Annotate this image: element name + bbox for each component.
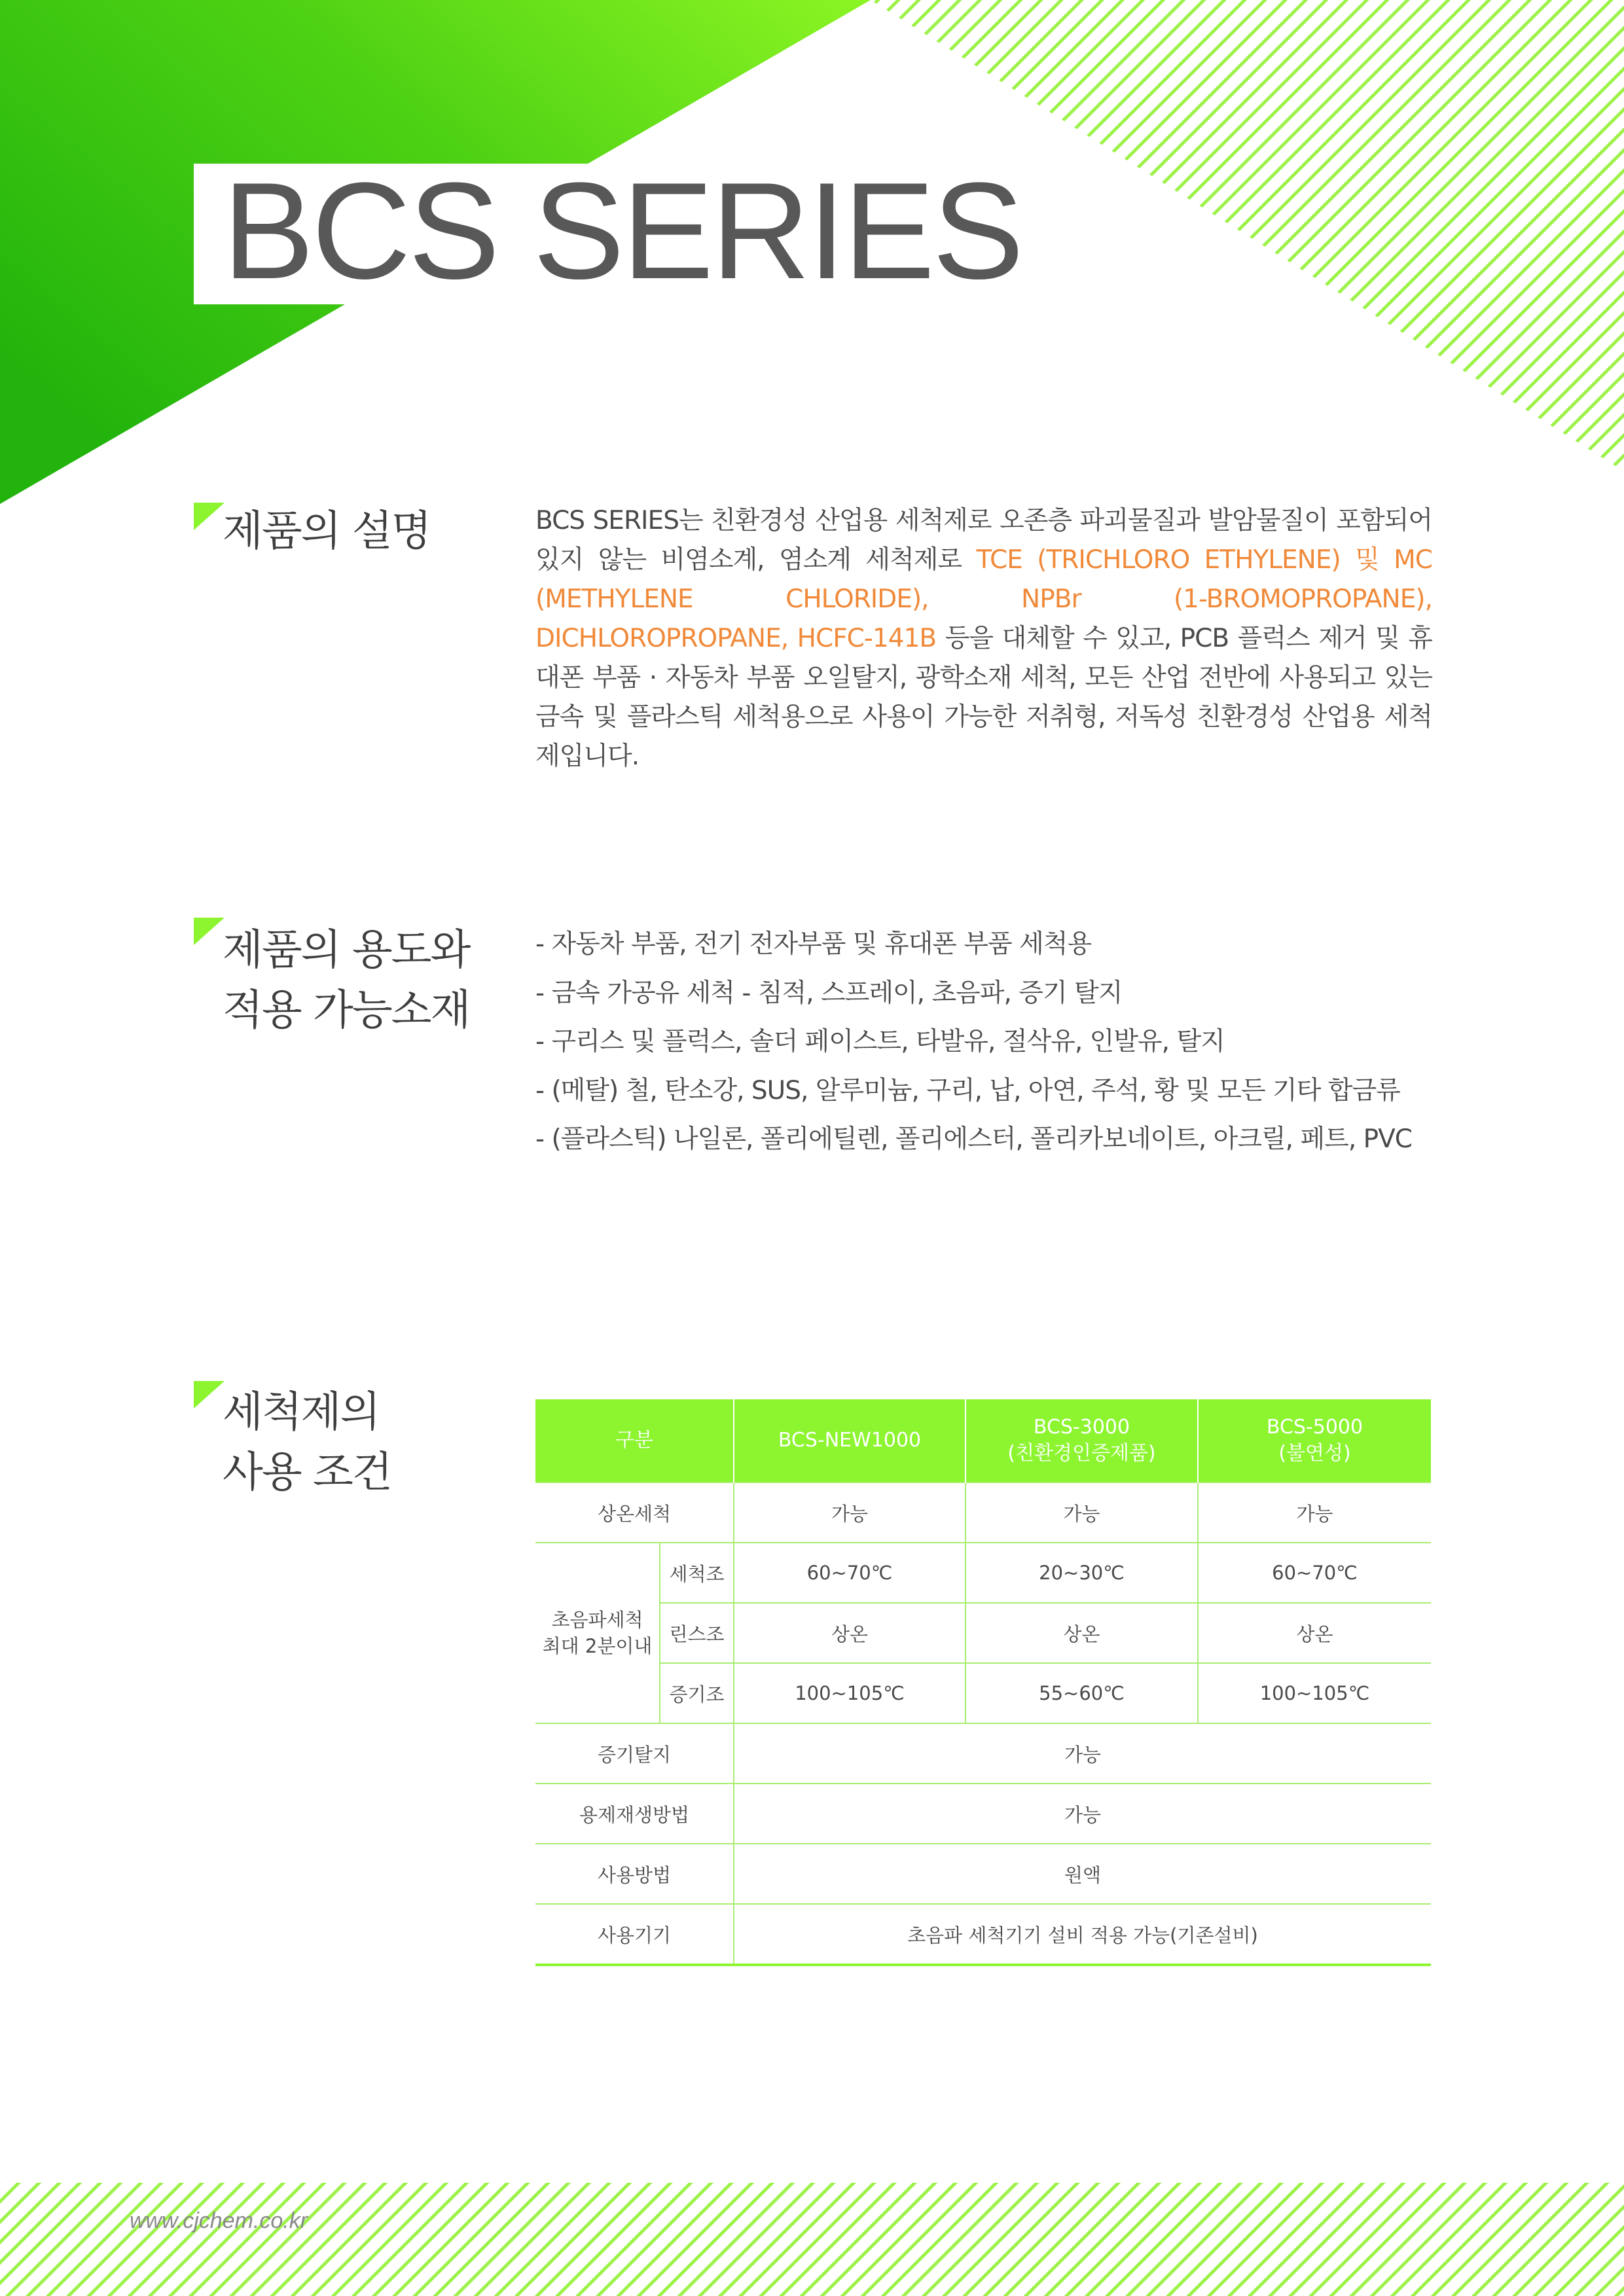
table-cell: 가능 — [734, 1784, 1431, 1844]
header-bcs-5000 — [1198, 1399, 1431, 1482]
row-label: 용제재생방법 — [535, 1784, 734, 1844]
table-cell: 초음파 세척기기 설비 적용 가능(기존설비) — [734, 1904, 1431, 1965]
conditions-heading-line2: 사용 조건 — [223, 1448, 391, 1497]
row-label: 상온세척 — [535, 1482, 734, 1543]
header-category: 구분 — [535, 1399, 734, 1482]
table-cell: 원액 — [734, 1844, 1431, 1904]
ultrasonic-label — [535, 1543, 660, 1723]
row-sublabel: 세척조 — [660, 1543, 734, 1603]
table-row — [535, 1663, 1431, 1723]
table-cell: 상온 — [965, 1603, 1198, 1663]
list-item: - (플라스틱) 나일론, 폴리에틸렌, 폴리에스터, 폴리카보네이트, 아크릴, 페트, PVC — [535, 1124, 1413, 1154]
footer-url: www.cjchem.co.kr — [130, 2208, 308, 2233]
description-highlight: TCE (TRICHLORO ETHYLENE) 및 MC (METHYLENE CHLORIDE), NPBr (1-BROMOPROPANE), DICHLOROPROPANE, HCFC-141B — [535, 545, 1433, 653]
table-cell: 상온 — [1198, 1603, 1431, 1663]
table-row — [535, 1904, 1431, 1965]
table-cell: 60~70℃ — [734, 1543, 965, 1603]
description-text-part2: 등을 대체할 수 있고, PCB 플럭스 제거 및 휴대폰 부품 · 자동차 부품 오일탈지, 광학소재 세척, 모든 산업 전반에 사용되고 있는 금속 및 플라스틱 세척용으로 사용이 가능한 저취형, 저독성 친환경성 산업용 세척제입니다. — [535, 624, 1432, 771]
table-row — [535, 1482, 1431, 1543]
header-bcs-3000 — [965, 1399, 1198, 1482]
table-cell: 가능 — [965, 1482, 1198, 1543]
table-cell: 가능 — [734, 1723, 1431, 1784]
conditions-heading-line1: 세척제의 — [223, 1388, 380, 1437]
uses-heading — [223, 920, 469, 1041]
header-bcs-5000-note: (불연성) — [1278, 1442, 1351, 1465]
table-cell: 100~105℃ — [734, 1663, 965, 1723]
ultrasonic-label-line1: 초음파세척 — [551, 1609, 643, 1631]
header-bcs-new1000: BCS-NEW1000 — [734, 1399, 965, 1482]
row-label: 증기탈지 — [535, 1723, 734, 1784]
table-cell: 20~30℃ — [965, 1543, 1198, 1603]
description-text-part1: BCS SERIES는 친환경성 산업용 세척제로 오존층 파괴물질과 발암물질이 포함되어있지 않는 비염소계, 염소계 세척제로 — [535, 506, 1432, 575]
ultrasonic-label-line2: 최대 2분이내 — [542, 1635, 653, 1657]
header-bcs-3000-note: (친환경인증제품) — [1007, 1442, 1156, 1465]
uses-heading-line1: 제품의 용도와 — [223, 926, 470, 975]
table-row — [535, 1844, 1431, 1904]
section-marker-uses — [194, 918, 225, 945]
list-item: - 구리스 및 플럭스, 솔더 페이스트, 타발유, 절삭유, 인발유, 탈지 — [535, 1027, 1225, 1056]
table-header-row — [535, 1399, 1431, 1482]
table-cell: 가능 — [734, 1482, 965, 1543]
table-cell: 55~60℃ — [965, 1663, 1198, 1723]
table-cell: 60~70℃ — [1198, 1543, 1431, 1603]
row-sublabel: 증기조 — [660, 1663, 734, 1723]
table-row — [535, 1723, 1431, 1784]
header-bcs-3000-name: BCS-3000 — [1033, 1416, 1130, 1439]
header-bcs-5000-name: BCS-5000 — [1266, 1416, 1363, 1439]
list-item: - 금속 가공유 세척 - 침적, 스프레이, 초음파, 증기 탈지 — [535, 978, 1123, 1008]
table-row — [535, 1603, 1431, 1663]
list-item: - (메탈) 철, 탄소강, SUS, 알루미늄, 구리, 납, 아연, 주석, 황 및 모든 기타 합금류 — [535, 1075, 1400, 1105]
list-item: - 자동차 부품, 전기 전자부품 및 휴대폰 부품 세척용 — [535, 929, 1092, 959]
page-title: BCS SERIES — [223, 154, 1022, 308]
table-cell: 상온 — [734, 1603, 965, 1663]
description-heading: 제품의 설명 — [223, 507, 431, 556]
table-cell: 100~105℃ — [1198, 1663, 1431, 1723]
uses-heading-line2: 적용 가능소재 — [223, 986, 470, 1035]
conditions-table — [535, 1399, 1431, 1966]
hatch-band-footer — [0, 2183, 1624, 2296]
row-sublabel: 린스조 — [660, 1603, 734, 1663]
table-cell: 가능 — [1198, 1482, 1431, 1543]
row-label: 사용방법 — [535, 1844, 734, 1904]
table-row — [535, 1784, 1431, 1844]
table-row — [535, 1543, 1431, 1603]
conditions-heading — [223, 1382, 391, 1503]
row-label: 사용기기 — [535, 1904, 734, 1965]
section-marker-conditions — [194, 1381, 225, 1408]
uses-list — [535, 920, 1412, 1164]
section-marker-description — [194, 503, 225, 530]
description-text — [535, 501, 1432, 776]
